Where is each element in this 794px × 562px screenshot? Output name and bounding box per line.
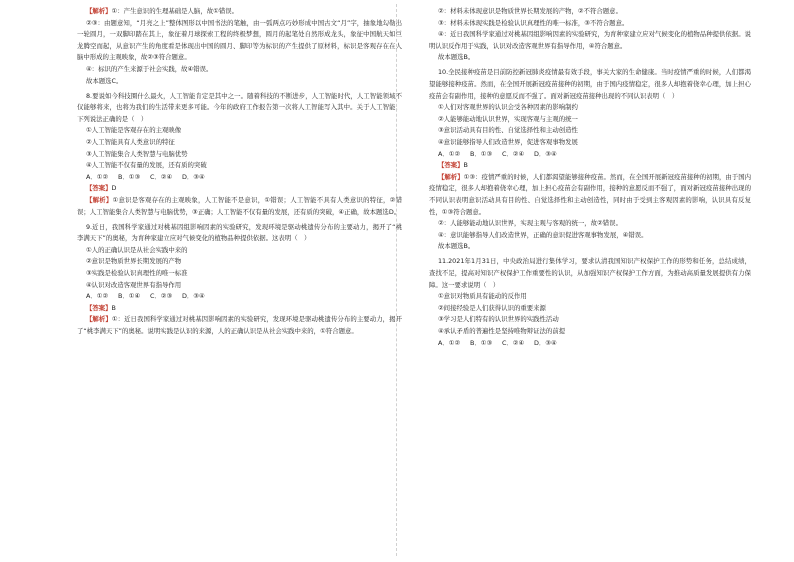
analysis-paragraph [77,6,402,18]
paragraph [429,18,751,30]
option-statement [77,149,402,161]
option-statement [77,280,402,292]
text: ②：材料未体现意识是物质世界长期发展的产物，②不符合题意。 [437,7,622,15]
text: ③实践是检验认识真理性的唯一标准 [85,269,188,278]
option-statement [429,102,751,114]
paragraph [429,6,751,18]
text: ③人工智能集合人类智慧与电脑优势 [85,149,188,158]
text: ②人工智能具有人类意识的特征 [85,138,175,147]
option-statement [77,125,402,137]
right-column [429,6,751,349]
option-statement [429,137,751,149]
choice-option: D．③④ [181,292,205,301]
text: ①人们对客观世界的认识会受各种因素的影响制约 [437,103,578,112]
paragraph [429,256,751,291]
choice-option: D．③④ [533,149,557,158]
text: ②间接经验是人们获得认识的重要来源 [437,303,546,312]
choice-option: C．②④ [501,338,525,347]
text: ②③：由题意知，“月亮之上”整体图形以中国书法的笔触，由一弧两点巧妙形成中国古文“月”字，抽象地勾勒出一轮圆月，一双脚印踏在其上，象征着月球探索工程的终极梦想，圆月的起笔处自然形成龙头，象征中国航天如巨龙腾空而起，从意识产生的角度看是体现出中国的圆月、脚印等为标识的产生提供了原材料，标识是客观存在在人脑中形成的主观映象，故②③符合题意。 [77,18,402,62]
option-statement [429,303,751,315]
text: ①人工智能是客观存在的主观映像 [85,126,182,135]
option-statement [429,291,751,303]
option-statement [429,326,751,338]
text: ①意识对物质具有能动的反作用 [437,292,527,301]
answer-line [429,160,751,172]
text: ③学习是人们特有的认识世界的实践性活动 [437,315,559,324]
text: ④人工智能不仅有量的发展，还有质的突破 [85,161,207,170]
choice-option: D．③④ [181,172,205,181]
text: ③：材料未体现实践是检验认识真理性的唯一标准，③不符合题意。 [437,18,629,27]
choice-option: A．①② [437,149,461,158]
text: ①人的正确认识是从社会实践中来的 [85,245,188,254]
paragraph [429,241,751,253]
choice-option: A．①② [85,292,109,301]
option-statement [429,125,751,137]
left-column [77,6,402,338]
option-statement [77,245,402,257]
text: ④：意识能够指导人们改造世界，正确的意识促进客观事物发展，④错误。 [437,230,648,239]
choice-option: C．②③ [149,292,173,301]
paragraph [77,222,402,245]
text: 8.要说如今科技圈什么最火，人工智能肯定是其中之一。随着科技的不断进步，人工智能时代，人工智能领域不仅能够将来，也将为我们的生活带来更多可能。今年的政府工作报告第一次将人工智能写入其中。关于人工智能，下列说法正确的是（ ） [77,91,402,123]
choice-option: B．①③ [469,338,493,347]
text: 故本题选B。 [437,53,475,62]
text: D [111,184,117,193]
text: 9.近日，我国科学家通过对桃基因组影响因素的实验研究，发现环境是驱动桃遗传分布的主要动力，揭开了“桃李满天下”的奥秘，为育种家建立应对气候变化的植物品种提供依据。这表明（ ） [77,222,402,243]
choice-option: C．②④ [149,172,173,181]
text: ④认识对改造客观世界有指导作用 [85,280,182,289]
choice-option: A．①② [85,172,109,181]
choice-option: A．①② [437,338,461,347]
paragraph [77,64,402,76]
choice-option: C．②④ [501,149,525,158]
text: 11.2021年1月31日，中央政治局进行集体学习，要求认清我国知识产权保护工作的形势和任务，总结成绩，查找不足，提高对知识产权保护工作重要性的认识，从加强知识产权保护工作方面，为推动高质量发展提供有力保障。这一要求说明（ ） [429,257,751,289]
analysis-tag: 【解析】 [85,196,113,204]
option-statement [77,160,402,172]
option-statement [429,314,751,326]
paragraph [77,91,402,126]
answer-choices [429,338,751,350]
answer-tag: 【答案】 [85,184,112,193]
paragraph [77,18,402,64]
option-statement [77,256,402,268]
text: B [111,303,116,312]
text: 故本题选B。 [437,242,475,251]
option-statement [77,137,402,149]
text: ④：近日我国科学家通过对桃基因组影响因素的实验研究，为育种家建立应对气候变化的植物品种提供依据。说明认识反作用于实践，认识对改造客观世界有指导作用，④符合题意。 [429,30,751,50]
text: ①：近日我国科学家通过对桃基因影响因素的实验研究，发现环境是驱动桃遗传分布的主要动力，揭开了“桃李满天下”的奥秘。说明实践是认识的来源，人的正确认识是从社会实践中来的，①符合题意。 [77,315,402,336]
text: ③意识活动具有目的性、自觉选择性和主动创造性 [437,126,578,135]
analysis-tag: 【解析】 [85,7,112,15]
text: ①③：疫情严重的时候，人们都渴望能够接种疫苗。然而，在全国开展新冠疫苗接种的初期，由于国内疫情稳定，很多人却抱着侥幸心理，加上担心疫苗会有副作用，接种的意愿反而不强了，面对新冠疫苗接种出现的不同认识表明意识活动具有目的性、自觉选择性和主动创造性，同时由于受到主客观因素的影响，认识具有反复性，①③符合题意。 [429,172,751,216]
paragraph [429,52,751,64]
paragraph [429,29,751,52]
text: ①意识是客观存在的主观映象，人工智能不是意识，①错误；人工智能不具有人类意识的特征，②错误；人工智能集合人类智慧与电脑优势，③正确；人工智能不仅有量的发展，还有质的突破，④正确，故本题选D。 [77,196,403,216]
text: 10.全民接种疫苗是目前防控新冠肺炎疫情最有效手段，事关大家的生命健康。当时疫情严重的时候，人们都渴望能够接种疫苗。然而，在全国开展新冠疫苗接种的初期，由于国内疫情稳定，很多人却抱着侥幸心理，加上担心疫苗会有副作用，接种的意愿反而不强了。面对新冠疫苗接种出现的不同认识表明（ ） [429,68,751,100]
answer-line [77,183,402,195]
analysis-tag: 【解析】 [437,172,464,181]
text: ④承认矛盾的普遍性是坚持唯物辩证法的前提 [437,327,566,336]
text: ②人能够能动地认识世界，实现客观与主观的统一 [437,114,578,123]
choice-option: B．①③ [469,149,493,158]
analysis-paragraph [77,314,402,337]
column-divider [396,4,397,556]
text: 故本题选C。 [85,76,123,85]
paragraph [429,230,751,242]
answer-choices [429,149,751,161]
text: ④意识能够指导人们改造世界，促进客观事物发展 [437,138,578,147]
text: ②：人能够能动地认识世界，实现主观与客观的统一，故②错误。 [437,219,622,228]
paragraph [77,76,402,88]
text: ②意识是物质世界长期发展的产物 [85,257,182,266]
text: ④：标识的产生来源于社会实践，故④错误。 [85,64,213,73]
choice-option: D．③④ [533,338,557,347]
answer-choices [77,291,402,303]
choice-option: B．①④ [117,292,141,301]
option-statement [77,268,402,280]
analysis-paragraph [77,195,402,218]
answer-choices [77,172,402,184]
analysis-tag: 【解析】 [85,315,112,324]
answer-tag: 【答案】 [85,303,112,312]
text: B [463,161,468,170]
answer-tag: 【答案】 [437,161,464,170]
option-statement [429,114,751,126]
text: ①：产生意识的生理基础是人脑，故①错误。 [111,7,239,15]
analysis-paragraph [429,172,751,218]
choice-option: B．①③ [117,172,141,181]
paragraph [429,218,751,230]
answer-line [77,303,402,315]
paragraph [429,67,751,102]
